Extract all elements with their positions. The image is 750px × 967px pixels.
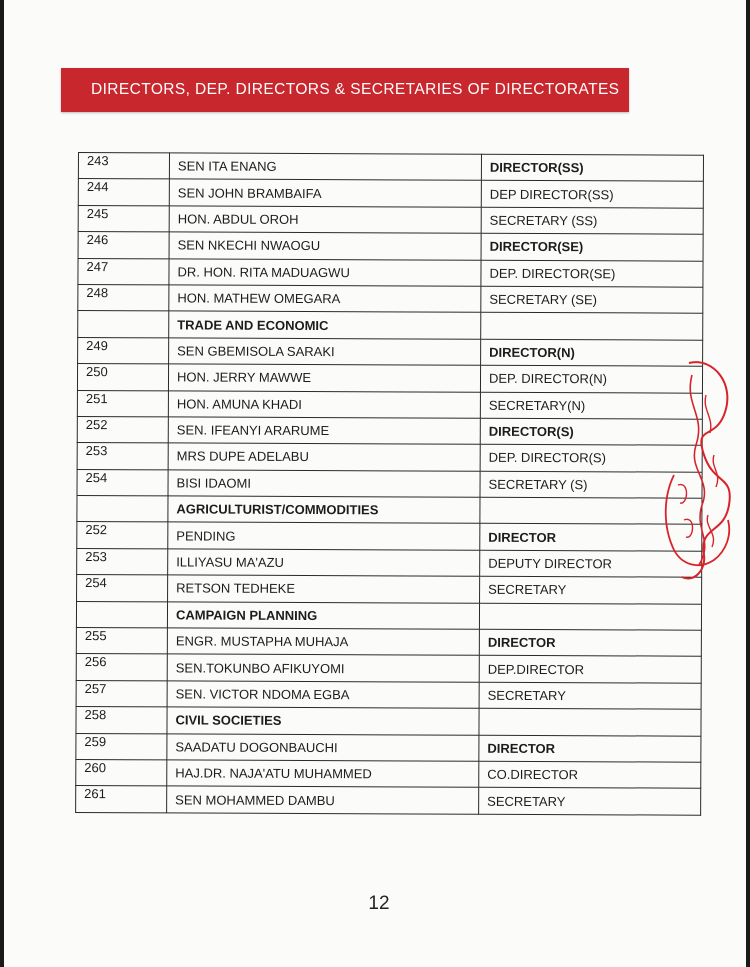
- document-page: [4, 0, 746, 967]
- member-name: SEN JOHN BRAMBAIFA: [169, 179, 481, 207]
- row-number: 254: [77, 469, 168, 496]
- member-name: SAADATU DOGONBAUCHI: [167, 733, 479, 761]
- member-role: DIRECTOR(N): [481, 339, 703, 366]
- table-row: [78, 205, 703, 234]
- member-role: DEPUTY DIRECTOR: [480, 550, 702, 577]
- table-row: [77, 575, 702, 604]
- member-name: SEN. IFEANYI ARARUME: [168, 417, 480, 445]
- section-row: [76, 707, 701, 736]
- member-role: [479, 603, 701, 630]
- member-name: SEN GBEMISOLA SARAKI: [169, 338, 481, 366]
- member-name: HON. MATHEW OMEGARA: [169, 285, 481, 313]
- section-heading: CIVIL SOCIETIES: [167, 707, 479, 735]
- table-row: [77, 416, 702, 445]
- header-banner: [61, 68, 629, 112]
- member-role: [481, 313, 703, 340]
- member-name: DR. HON. RITA MADUAGWU: [169, 258, 481, 286]
- section-heading: AGRICULTURIST/COMMODITIES: [168, 496, 480, 524]
- row-number: 257: [76, 680, 167, 707]
- member-role: SECRETARY: [479, 682, 701, 709]
- table-row: [76, 733, 701, 762]
- member-name: HON. JERRY MAWWE: [168, 364, 480, 392]
- table-row: [77, 364, 702, 393]
- member-name: SEN ITA ENANG: [169, 153, 481, 181]
- member-role: DEP. DIRECTOR(S): [480, 445, 702, 472]
- row-number: 247: [78, 258, 169, 285]
- header-title: DIRECTORS, DEP. DIRECTORS & SECRETARIES OF DIRECTORATES: [91, 81, 620, 98]
- directorate-table: [75, 152, 704, 815]
- table-row: [78, 337, 703, 366]
- handwritten-signature: [644, 355, 739, 590]
- member-name: SEN NKECHI NWAOGU: [169, 232, 481, 260]
- member-role: SECRETARY: [480, 577, 702, 604]
- section-row: [76, 601, 701, 630]
- member-name: BISI IDAOMI: [168, 470, 480, 498]
- member-name: ILLIYASU MA'AZU: [168, 549, 480, 577]
- row-number: 244: [78, 179, 169, 206]
- row-number: 251: [77, 390, 168, 417]
- member-name: HAJ.DR. NAJA'ATU MUHAMMED: [167, 760, 479, 788]
- section-heading: TRADE AND ECONOMIC: [169, 311, 481, 339]
- member-name: SEN. VICTOR NDOMA EGBA: [167, 681, 479, 709]
- member-name: ENGR. MUSTAPHA MUHAJA: [167, 628, 479, 656]
- section-heading: CAMPAIGN PLANNING: [167, 602, 479, 630]
- table-row: [78, 179, 703, 208]
- member-role: DIRECTOR: [480, 524, 702, 551]
- row-number: 249: [78, 337, 169, 364]
- section-row: [77, 496, 702, 525]
- table-row: [77, 469, 702, 498]
- row-number: 256: [76, 654, 167, 681]
- table-row: [78, 284, 703, 313]
- table-row: [78, 232, 703, 261]
- row-number: 260: [76, 759, 167, 786]
- row-number: 259: [76, 733, 167, 760]
- row-number: 252: [77, 416, 168, 443]
- table-row: [76, 759, 701, 788]
- table-row: [78, 258, 703, 287]
- row-number: 245: [78, 205, 169, 232]
- member-role: SECRETARY(N): [480, 392, 702, 419]
- member-role: DEP DIRECTOR(SS): [481, 181, 703, 208]
- row-number: 255: [76, 628, 167, 655]
- table-row: [76, 786, 701, 815]
- table-row: [77, 548, 702, 577]
- member-name: RETSON TEDHEKE: [168, 575, 480, 603]
- member-role: SECRETARY (S): [480, 471, 702, 498]
- row-number: 246: [78, 232, 169, 259]
- member-role: DEP. DIRECTOR(N): [480, 365, 702, 392]
- row-number: 243: [78, 153, 169, 180]
- member-role: DEP. DIRECTOR(SE): [481, 260, 703, 287]
- table-row: [76, 680, 701, 709]
- member-name: HON. AMUNA KHADI: [168, 390, 480, 418]
- table-row: [77, 390, 702, 419]
- row-number: 248: [78, 284, 169, 311]
- member-role: DIRECTOR(S): [480, 418, 702, 445]
- row-number: 261: [76, 786, 167, 813]
- table-row: [76, 654, 701, 683]
- page-number: 12: [368, 893, 390, 914]
- member-role: [479, 708, 701, 735]
- row-number: 253: [77, 443, 168, 470]
- member-name: SEN.TOKUNBO AFIKUYOMI: [167, 654, 479, 682]
- row-number: [76, 601, 167, 628]
- member-name: SEN MOHAMMED DAMBU: [167, 786, 479, 814]
- table-row: [78, 153, 703, 182]
- member-name: HON. ABDUL OROH: [169, 206, 481, 234]
- member-role: DIRECTOR(SE): [481, 233, 703, 260]
- member-role: SECRETARY (SS): [481, 207, 703, 234]
- member-name: PENDING: [168, 522, 480, 550]
- member-role: CO.DIRECTOR: [479, 761, 701, 788]
- member-role: DIRECTOR: [479, 629, 701, 656]
- row-number: [78, 311, 169, 338]
- member-role: SECRETARY (SE): [481, 286, 703, 313]
- section-row: [78, 311, 703, 340]
- table-row: [77, 522, 702, 551]
- row-number: 258: [76, 707, 167, 734]
- member-role: DEP.DIRECTOR: [479, 656, 701, 683]
- row-number: 250: [77, 364, 168, 391]
- member-name: MRS DUPE ADELABU: [168, 443, 480, 471]
- member-role: SECRETARY: [479, 788, 701, 815]
- row-number: 254: [77, 575, 168, 602]
- table-row: [76, 628, 701, 657]
- member-role: DIRECTOR: [479, 735, 701, 762]
- member-role: DIRECTOR(SS): [481, 154, 703, 181]
- row-number: 252: [77, 522, 168, 549]
- table-row: [77, 443, 702, 472]
- row-number: 253: [77, 548, 168, 575]
- row-number: [77, 496, 168, 523]
